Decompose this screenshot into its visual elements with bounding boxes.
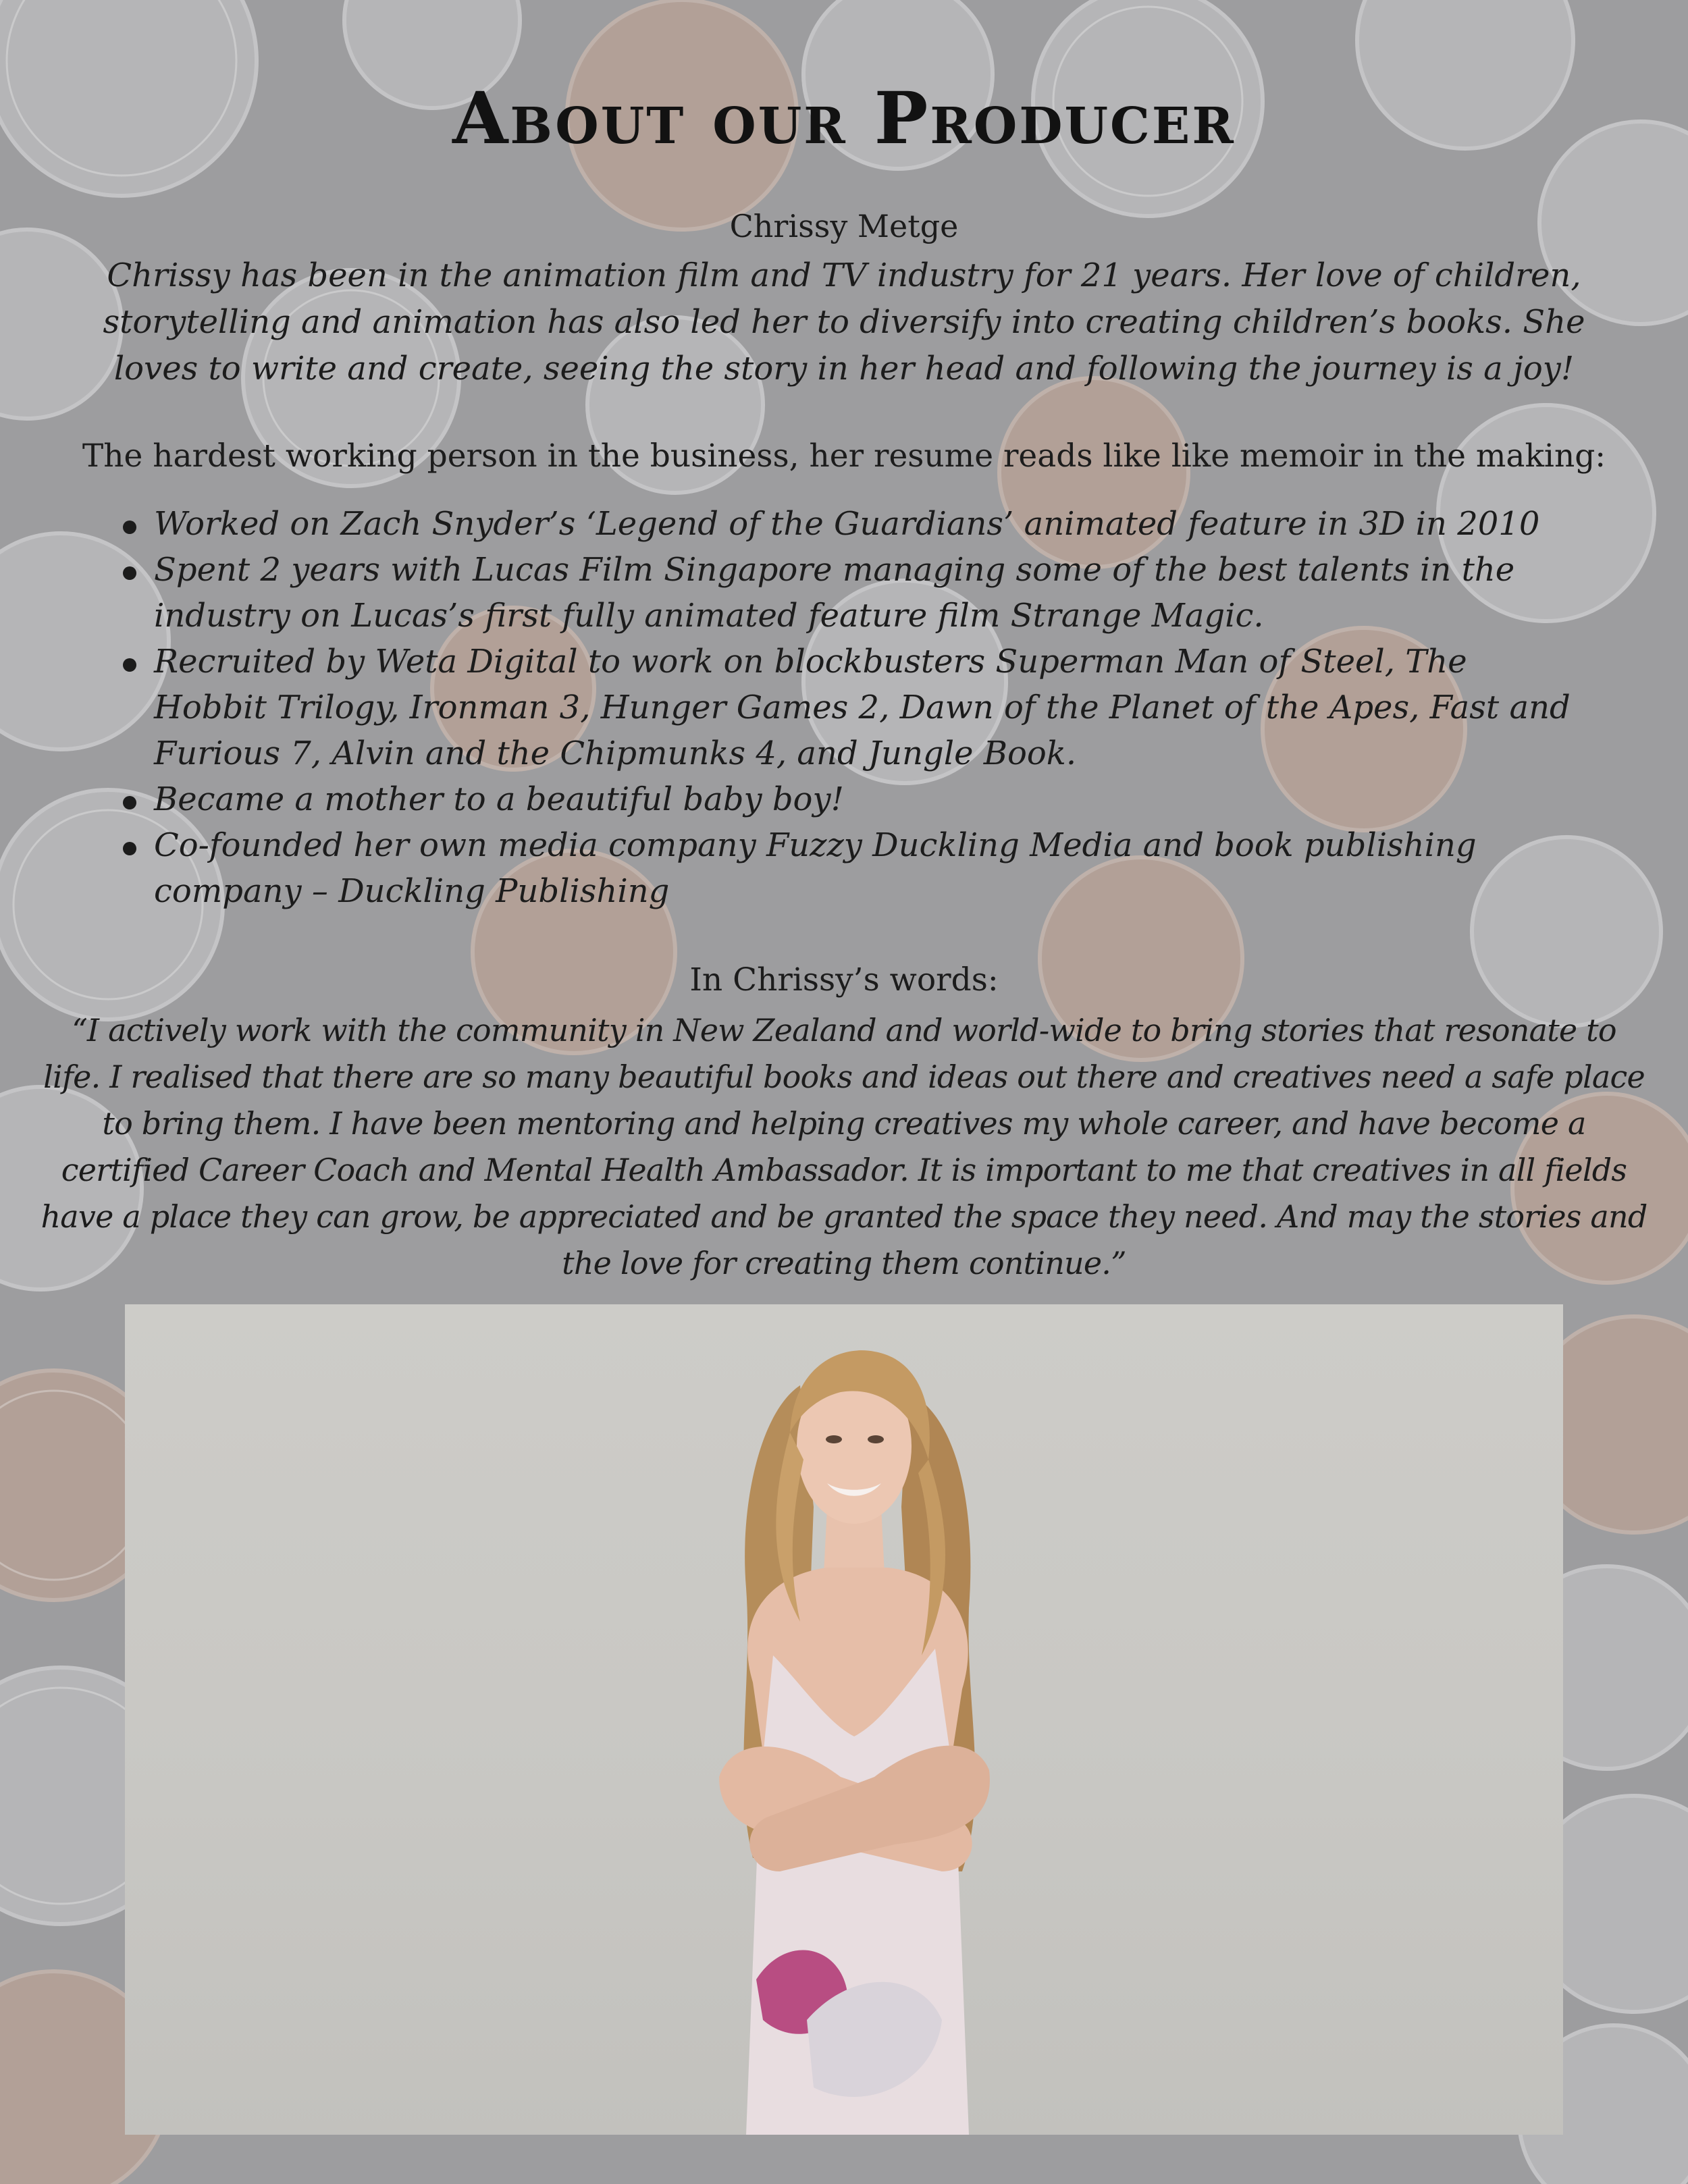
list-item [115,822,1587,914]
producer-name: Chrissy Metge [729,208,959,244]
list-item [115,776,1587,822]
highlight-text: Spent 2 years with Lucas Film Singapore managing some of the best talents in the industry on Lucas’s first fully animated feature film Strange Magic. [154,551,1515,635]
list-item [115,547,1587,639]
highlight-text: Worked on Zach Snyder’s ‘Legend of the Guardians’ animated feature in 3D in 2010 [154,505,1540,543]
highlight-text: Recruited by Weta Digital to work on blockbusters Superman Man of Steel, The Hobbit Trilogy, Ironman 3, Hunger Games 2, Dawn of the Planet of the Apes, Fast and Furious 7, Alvin and the Chipmunks 4, and Jungle Book. [154,643,1571,772]
highlights-list [115,501,1587,914]
highlight-text: Co-founded her own media company Fuzzy Duckling Media and book publishing company – Duckling Publishing [154,826,1477,910]
resume-lead: The hardest working person in the business, her resume reads like like memoir in the making: [82,437,1606,475]
page-title: About our Producer [452,76,1236,160]
producer-quote: “I actively work with the community in New Zealand and world-wide to bring stories that resonate to life. I realised that there are so many beautiful books and ideas out there and creatives need a safe place to bring them. I have been mentoring and helping creatives my whole career, and have become a certified Career Coach and Mental Health Ambassador. It is important to me that creatives in all fields have a place they can grow, be appreciated and be granted the space they need. And may the stories and the love for creating them continue.” [41,1012,1647,1281]
highlight-text: Became a mother to a beautiful baby boy! [154,780,844,818]
portrait-photo [125,1304,1563,2135]
portrait-illustration [125,1304,1563,2135]
bullet-icon [123,566,136,580]
producer-intro: Chrissy has been in the animation film and TV industry for 21 years. Her love of children, storytelling and animation has also led her to diversify into creating children’s books. She loves to write and create, seeing the story in her head and following the journey is a joy! [103,257,1585,388]
bullet-icon [123,842,136,855]
bullet-icon [123,796,136,809]
list-item [115,501,1587,547]
bullet-icon [123,521,136,534]
quote-label: In Chrissy’s words: [689,961,999,998]
bullet-icon [123,658,136,672]
list-item [115,639,1587,776]
